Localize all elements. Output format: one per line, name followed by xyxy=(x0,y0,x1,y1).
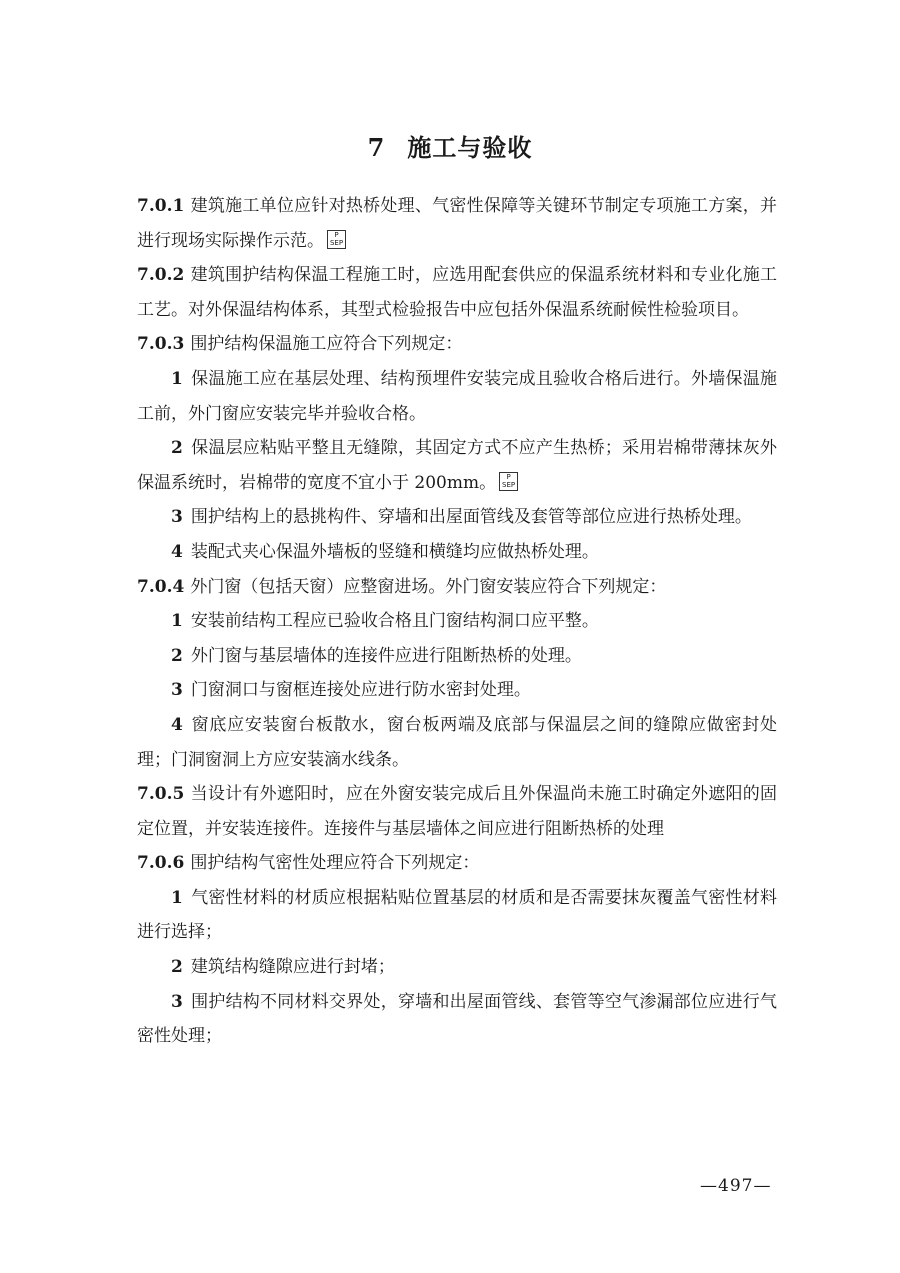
clause-number: 7.0.5 xyxy=(137,784,185,805)
clause-7-0-3 xyxy=(137,327,777,362)
list-item xyxy=(137,985,777,1054)
item-text: 气密性材料的材质应根据粘贴位置基层的材质和是否需要抹灰覆盖气密性材料进行选择； xyxy=(137,887,777,943)
clause-text: 围护结构气密性处理应符合下列规定： xyxy=(190,853,480,874)
item-text: 装配式夹心保温外墙板的竖缝和横缝均应做热桥处理。 xyxy=(190,541,599,562)
item-number: 4 xyxy=(171,541,183,562)
clause-7-0-1 xyxy=(137,189,777,258)
chapter-title xyxy=(0,128,900,163)
clause-7-0-6 xyxy=(137,846,777,881)
clause-text: 建筑施工单位应针对热桥处理、气密性保障等关键环节制定专项施工方案，并进行现场实际操作示范。 xyxy=(137,196,777,251)
clause-number: 7.0.6 xyxy=(137,853,185,874)
item-number: 3 xyxy=(171,680,183,701)
clause-number: 7.0.1 xyxy=(137,196,185,216)
item-text: 保温层应粘贴平整且无缝隙，其固定方式不应产生热桥；采用岩棉带薄抹灰外保温系统时，岩棉带的宽度不宜小于 200mm。 xyxy=(137,438,777,493)
sep-mark-icon: P SEP xyxy=(327,230,346,249)
item-text: 外门窗与基层墙体的连接件应进行阻断热桥的处理。 xyxy=(190,645,582,666)
item-number: 2 xyxy=(171,957,183,978)
list-item xyxy=(137,673,777,708)
clause-text: 围护结构保温施工应符合下列规定： xyxy=(190,334,463,355)
item-text: 建筑结构缝隙应进行封堵； xyxy=(190,957,395,978)
list-item xyxy=(137,500,777,535)
item-number: 3 xyxy=(171,507,183,528)
list-item xyxy=(137,431,777,500)
clause-text: 建筑围护结构保温工程施工时，应选用配套供应的保温系统材料和专业化施工工艺。对外保温结构体系，其型式检验报告中应包括外保温系统耐候性检验项目。 xyxy=(137,265,777,320)
list-item xyxy=(137,708,777,777)
list-item xyxy=(137,535,777,570)
clause-number: 7.0.3 xyxy=(137,334,185,355)
clause-7-0-2 xyxy=(137,258,777,327)
list-item xyxy=(137,604,777,639)
clause-7-0-5 xyxy=(137,777,777,846)
item-text: 围护结构不同材料交界处，穿墙和出屋面管线、套管等空气渗漏部位应进行气密性处理； xyxy=(137,991,777,1047)
list-item xyxy=(137,639,777,674)
item-number: 1 xyxy=(171,611,183,632)
item-number: 3 xyxy=(171,991,183,1012)
item-number: 2 xyxy=(171,438,183,459)
item-text: 保温施工应在基层处理、结构预埋件安装完成且验收合格后进行。外墙保温施工前，外门窗应安装完毕并验收合格。 xyxy=(137,368,777,424)
item-number: 4 xyxy=(171,714,183,735)
sep-mark-icon: P SEP xyxy=(499,472,518,491)
clause-7-0-4 xyxy=(137,570,777,605)
item-text: 安装前结构工程应已验收合格且门窗结构洞口应平整。 xyxy=(190,611,599,632)
list-item xyxy=(137,362,777,431)
chapter-number: 7 xyxy=(367,133,386,162)
item-number: 1 xyxy=(171,368,183,389)
chapter-title-text: 施工与验收 xyxy=(407,133,533,162)
list-item xyxy=(137,950,777,985)
item-number: 1 xyxy=(171,887,183,908)
clause-number: 7.0.2 xyxy=(137,265,185,286)
clause-text: 外门窗（包括天窗）应整窗进场。外门窗安装应符合下列规定： xyxy=(190,576,667,597)
page-number: —497— xyxy=(700,1176,772,1196)
list-item xyxy=(137,881,777,950)
clause-text: 当设计有外遮阳时，应在外窗安装完成后且外保温尚未施工时确定外遮阳的固定位置，并安装连接件。连接件与基层墙体之间应进行阻断热桥的处理 xyxy=(137,784,777,839)
document-body xyxy=(137,189,777,1054)
item-text: 窗底应安装窗台板散水，窗台板两端及底部与保温层之间的缝隙应做密封处理；门洞窗洞上方应安装滴水线条。 xyxy=(137,714,777,770)
item-text: 围护结构上的悬挑构件、穿墙和出屋面管线及套管等部位应进行热桥处理。 xyxy=(190,507,752,528)
item-text: 门窗洞口与窗框连接处应进行防水密封处理。 xyxy=(190,680,531,701)
clause-number: 7.0.4 xyxy=(137,576,185,597)
item-number: 2 xyxy=(171,645,183,666)
